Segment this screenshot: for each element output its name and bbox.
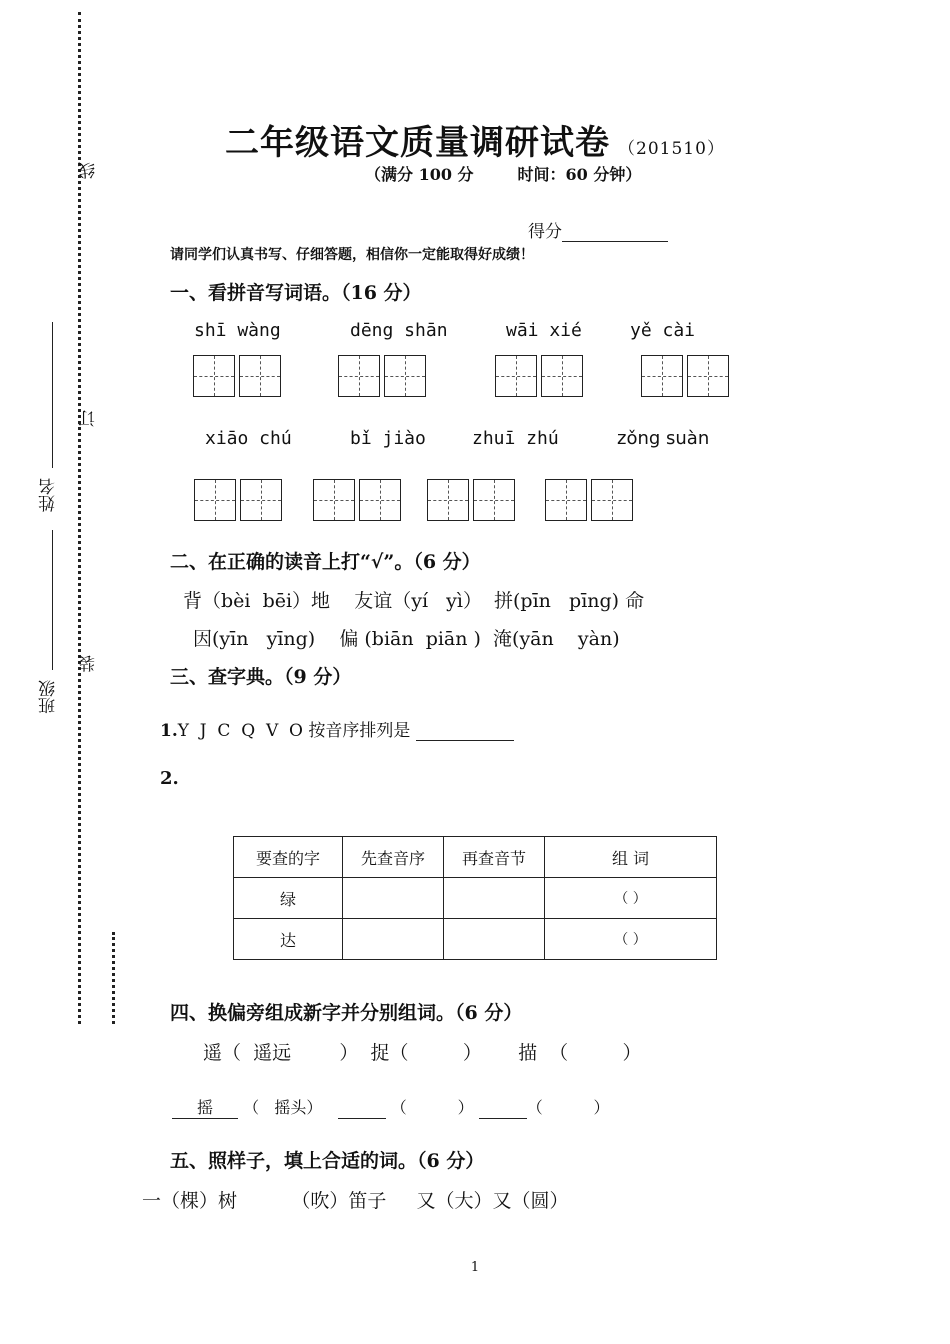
- page-number: 1: [470, 1260, 480, 1275]
- question-number: 1.: [160, 721, 178, 741]
- page-title: 二年级语文质量调研试卷 （201510）: [225, 123, 725, 163]
- section-3-heading: 三、查字典。（9 分）: [170, 666, 352, 688]
- question-3-2-number: 2.: [160, 768, 179, 789]
- writing-grid[interactable]: [427, 479, 469, 521]
- class-blank-line: [52, 530, 53, 670]
- pinyin-8: zǒng suàn: [617, 428, 710, 449]
- writing-grid[interactable]: [194, 479, 236, 521]
- table-header: 先查音序: [343, 837, 444, 878]
- writing-grid[interactable]: [545, 479, 587, 521]
- margin-xian: 线: [79, 162, 99, 179]
- score-field[interactable]: [528, 217, 668, 242]
- name-label: 姓名: [39, 478, 59, 512]
- writing-grid[interactable]: [687, 355, 729, 397]
- pinyin-6: bǐ jiào: [350, 428, 426, 449]
- section-2-heading: 二、在正确的读音上打“√”。（6 分）: [170, 551, 481, 573]
- table-cell-blank[interactable]: [444, 919, 545, 960]
- answer-blank[interactable]: [479, 1102, 527, 1119]
- table-header-row: [234, 837, 717, 878]
- table-cell-char: 绿: [234, 878, 343, 919]
- word-paren[interactable]: （ ）: [526, 1098, 610, 1117]
- exam-subtitle: [365, 162, 685, 185]
- name-blank-line: [52, 322, 53, 468]
- table-header: 再查音节: [444, 837, 545, 878]
- writing-grid[interactable]: [239, 355, 281, 397]
- writing-grid[interactable]: [591, 479, 633, 521]
- table-header: 组 词: [545, 837, 717, 878]
- question-text: Y J C Q V O 按音序排列是: [177, 721, 411, 741]
- full-score: （满分 100 分: [365, 165, 474, 184]
- score-label: 得分: [528, 222, 562, 242]
- table-row: [234, 919, 717, 960]
- writing-grid[interactable]: [641, 355, 683, 397]
- example-word: （ 摇头）: [243, 1098, 323, 1117]
- writing-grid[interactable]: [473, 479, 515, 521]
- section-1-heading: 一、看拼音写词语。（16 分）: [170, 282, 422, 304]
- pinyin-3: wāi xié: [506, 320, 582, 341]
- radical-line-2: [172, 1076, 610, 1119]
- example-char: 摇: [172, 1095, 238, 1119]
- margin-zhuang: 装: [79, 655, 99, 672]
- table-cell-blank[interactable]: [444, 878, 545, 919]
- answer-blank[interactable]: [338, 1102, 386, 1119]
- table-cell-word[interactable]: （ ）: [545, 919, 717, 960]
- pinyin-5: xiāo chú: [205, 428, 292, 449]
- writing-grid[interactable]: [240, 479, 282, 521]
- exam-code: （201510）: [618, 139, 725, 159]
- radical-line-1[interactable]: 遥（ 遥远 ） 捉（ ） 描 （ ）: [203, 1042, 642, 1064]
- section-5-heading: 五、照样子，填上合适的词。（6 分）: [170, 1150, 485, 1172]
- writing-grid[interactable]: [359, 479, 401, 521]
- table-header: 要查的字: [234, 837, 343, 878]
- table-cell-char: 达: [234, 919, 343, 960]
- pronunciation-line-2[interactable]: 因(yīn yīng) 偏 (biān piān ) 淹(yān yàn): [193, 628, 620, 650]
- table-row: [234, 878, 717, 919]
- example-line: 一（棵）树 （吹）笛子 又（大）又（圆）: [142, 1190, 569, 1212]
- writing-grid[interactable]: [313, 479, 355, 521]
- table-cell-word[interactable]: （ ）: [545, 878, 717, 919]
- binding-dotted-line-short: [112, 932, 115, 1024]
- time-limit: 时间：60 分钟）: [517, 165, 642, 184]
- table-cell-blank[interactable]: [343, 878, 444, 919]
- question-3-1: [160, 716, 514, 741]
- writing-grid[interactable]: [193, 355, 235, 397]
- writing-grid[interactable]: [541, 355, 583, 397]
- instruction: 请同学们认真书写、仔细答题，相信你一定能取得好成绩！: [170, 247, 534, 263]
- margin-ding: 订: [79, 410, 99, 427]
- pinyin-7: zhuī zhú: [472, 428, 559, 449]
- section-4-heading: 四、换偏旁组成新字并分别组词。（6 分）: [170, 1002, 523, 1024]
- pinyin-4: yě cài: [630, 320, 696, 341]
- class-label: 班级: [39, 680, 59, 714]
- pinyin-1: shī wàng: [194, 320, 281, 341]
- writing-grid[interactable]: [495, 355, 537, 397]
- writing-grid[interactable]: [338, 355, 380, 397]
- pinyin-2: dēng shān: [350, 320, 448, 341]
- score-blank[interactable]: [562, 224, 668, 242]
- writing-grid[interactable]: [384, 355, 426, 397]
- word-paren[interactable]: （ ）: [390, 1098, 474, 1117]
- table-cell-blank[interactable]: [343, 919, 444, 960]
- answer-blank[interactable]: [416, 722, 514, 741]
- dictionary-table: [233, 836, 717, 960]
- pronunciation-line-1[interactable]: 背（bèi bēi）地 友谊（yí yì） 拼(pīn pīng) 命: [183, 590, 645, 612]
